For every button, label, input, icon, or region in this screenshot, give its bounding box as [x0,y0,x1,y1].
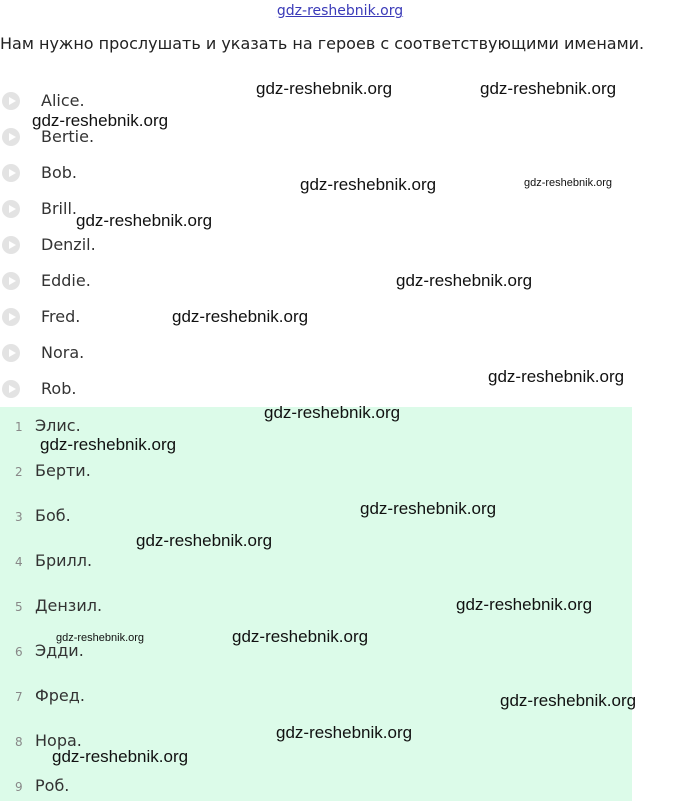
watermark: gdz-reshebnik.org [136,531,273,550]
translation-row [0,459,632,489]
site-link[interactable]: gdz-reshebnik.org [276,3,404,19]
watermark: gdz-reshebnik.org [488,367,625,386]
translation-name: Фред. [35,686,85,705]
watermark: gdz-reshebnik.org [172,307,309,326]
translation-row [0,504,632,534]
translation-number: 9 [15,780,23,794]
play-icon[interactable] [2,128,20,146]
watermark: gdz-reshebnik.org [232,627,369,646]
watermark: gdz-reshebnik.org [300,175,437,194]
watermark: gdz-reshebnik.org [456,595,593,614]
translation-name: Брилл. [35,551,93,570]
audio-item-name: Bob. [41,163,78,182]
watermark: gdz-reshebnik.org [396,271,533,290]
translation-name: Боб. [35,506,71,525]
audio-item[interactable] [0,335,300,371]
watermark: gdz-reshebnik.org [56,632,145,644]
play-icon[interactable] [2,164,20,182]
watermark: gdz-reshebnik.org [76,211,213,230]
watermark: gdz-reshebnik.org [32,111,169,130]
audio-item[interactable] [0,263,300,299]
translation-number: 4 [15,555,23,569]
audio-item-name: Denzil. [41,235,96,254]
translation-number: 2 [15,465,23,479]
play-icon[interactable] [2,272,20,290]
watermark: gdz-reshebnik.org [264,403,401,422]
translation-number: 8 [15,735,23,749]
audio-item[interactable] [0,371,300,407]
translation-name: Нора. [35,731,82,750]
translation-number: 6 [15,645,23,659]
play-icon[interactable] [2,344,20,362]
translation-name: Берти. [35,461,91,480]
audio-item-name: Brill. [41,199,77,218]
translation-name: Эдди. [35,641,84,660]
audio-item[interactable] [0,155,300,191]
translation-number: 7 [15,690,23,704]
play-icon[interactable] [2,200,20,218]
audio-item-name: Alice. [41,91,85,110]
audio-item-name: Nora. [41,343,85,362]
play-icon[interactable] [2,308,20,326]
translation-name: Элис. [35,416,81,435]
translation-row [0,774,632,804]
translation-row [0,549,632,579]
translation-name: Дензил. [35,596,103,615]
watermark: gdz-reshebnik.org [524,177,613,189]
task-instruction: Нам нужно прослушать и указать на героев с соответствующими именами. [0,34,645,53]
translation-number: 1 [15,420,23,434]
watermark: gdz-reshebnik.org [480,79,617,98]
translation-name: Роб. [35,776,70,795]
watermark: gdz-reshebnik.org [276,723,413,742]
translation-number: 3 [15,510,23,524]
watermark: gdz-reshebnik.org [256,79,393,98]
watermark: gdz-reshebnik.org [500,691,637,710]
audio-item-name: Bertie. [41,127,95,146]
watermark: gdz-reshebnik.org [40,435,177,454]
audio-item-name: Eddie. [41,271,91,290]
play-icon[interactable] [2,92,20,110]
play-icon[interactable] [2,380,20,398]
audio-item[interactable] [0,227,300,263]
audio-item-name: Rob. [41,379,77,398]
watermark: gdz-reshebnik.org [360,499,497,518]
translation-number: 5 [15,600,23,614]
play-icon[interactable] [2,236,20,254]
watermark: gdz-reshebnik.org [52,747,189,766]
audio-item-name: Fred. [41,307,81,326]
